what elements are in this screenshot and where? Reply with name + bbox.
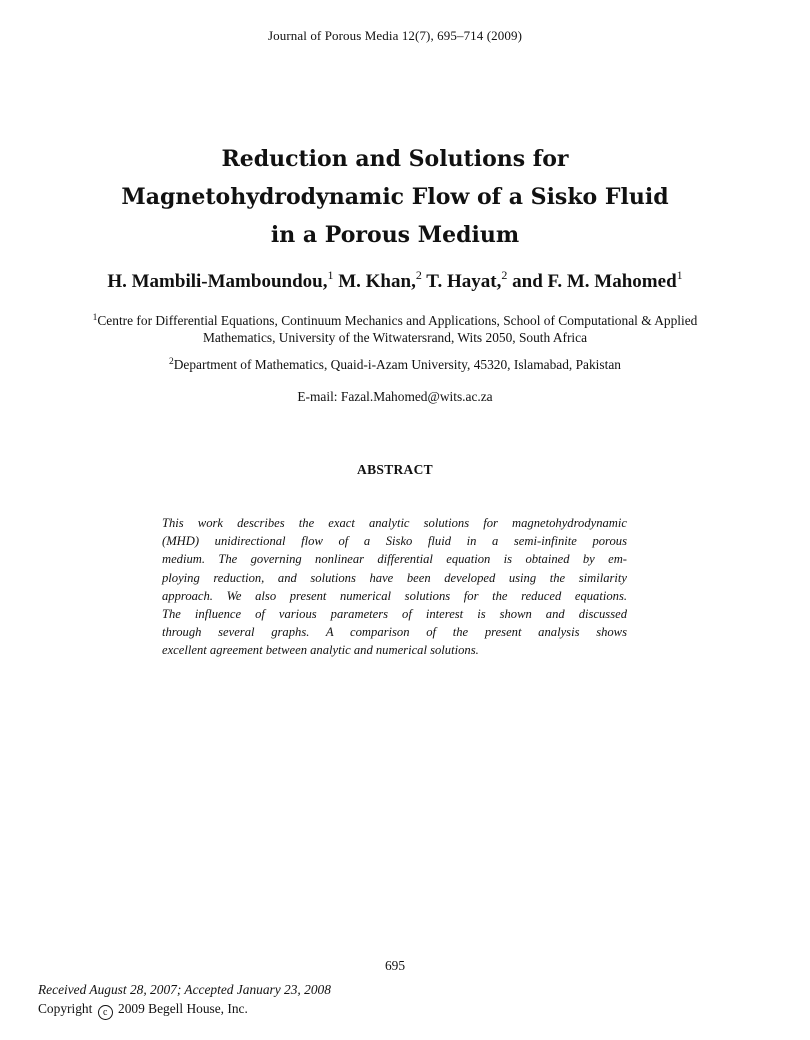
title-line: Magnetohydrodynamic Flow of a Sisko Fluid xyxy=(121,184,669,210)
author-name: and F. M. Mahomed xyxy=(512,271,677,292)
abstract-line: excellent agreement between analytic and numerical solutions. xyxy=(162,643,479,658)
abstract-line: The influence of various parameters of interest is shown and discussed xyxy=(162,607,627,622)
abstract-body xyxy=(162,514,627,660)
author-list xyxy=(0,268,790,296)
author-name: H. Mambili-Mamboundou, xyxy=(107,271,328,292)
affiliation-text: Department of Mathematics, Quaid-i-Azam University, 45320, Islamabad, Pakistan xyxy=(173,357,621,372)
title-line: in a Porous Medium xyxy=(270,222,520,248)
received-date: Received August 28, 2007; Accepted January 23, 2008 xyxy=(38,982,331,997)
affiliation-marker: 1 xyxy=(92,313,98,323)
copyright-notice xyxy=(38,1001,248,1020)
author-affil-marker: 1 xyxy=(676,268,683,282)
affiliation-line xyxy=(0,356,790,373)
affiliation-2 xyxy=(0,356,790,373)
abstract-line: through several graphs. A comparison of the present analysis shows xyxy=(162,625,627,640)
affiliation-line xyxy=(0,312,790,329)
copyright-symbol: c xyxy=(98,1005,113,1020)
affiliation-text: Centre for Differential Equations, Continuum Mechanics and Applications, School of Computational & Applied xyxy=(97,313,698,328)
author-name: M. Khan, xyxy=(338,271,416,292)
contact-email: E-mail: Fazal.Mahomed@wits.ac.za xyxy=(297,389,493,404)
author-affil-marker: 2 xyxy=(501,268,508,282)
copyright-suffix: 2009 Begell House, Inc. xyxy=(118,1001,248,1016)
affiliation-marker: 2 xyxy=(169,357,174,367)
copyright-prefix: Copyright xyxy=(38,1001,93,1016)
author-affil-marker: 2 xyxy=(415,268,422,282)
abstract-heading: ABSTRACT xyxy=(357,462,433,477)
affiliation-line: Mathematics, University of the Witwatersrand, Wits 2050, South Africa xyxy=(202,330,588,345)
abstract-line: approach. We also present numerical solutions for the reduced equations. xyxy=(162,588,627,603)
abstract-line: This work describes the exact analytic solutions for magnetohydrodynamic xyxy=(162,516,627,530)
author-affil-marker: 1 xyxy=(327,268,334,282)
page-number: 695 xyxy=(384,958,406,973)
running-header: Journal of Porous Media 12(7), 695–714 (2009) xyxy=(268,28,522,43)
abstract-line: (MHD) unidirectional flow of a Sisko fluid in a semi-infinite porous xyxy=(162,534,627,549)
paper-title xyxy=(0,140,790,254)
abstract-line: ploying reduction, and solutions have been developed using the similarity xyxy=(162,570,627,585)
author-name: T. Hayat, xyxy=(426,271,502,292)
abstract-line: medium. The governing nonlinear differential equation is obtained by em- xyxy=(162,552,627,567)
affiliation-1 xyxy=(0,312,790,346)
title-line: Reduction and Solutions for xyxy=(221,146,569,172)
